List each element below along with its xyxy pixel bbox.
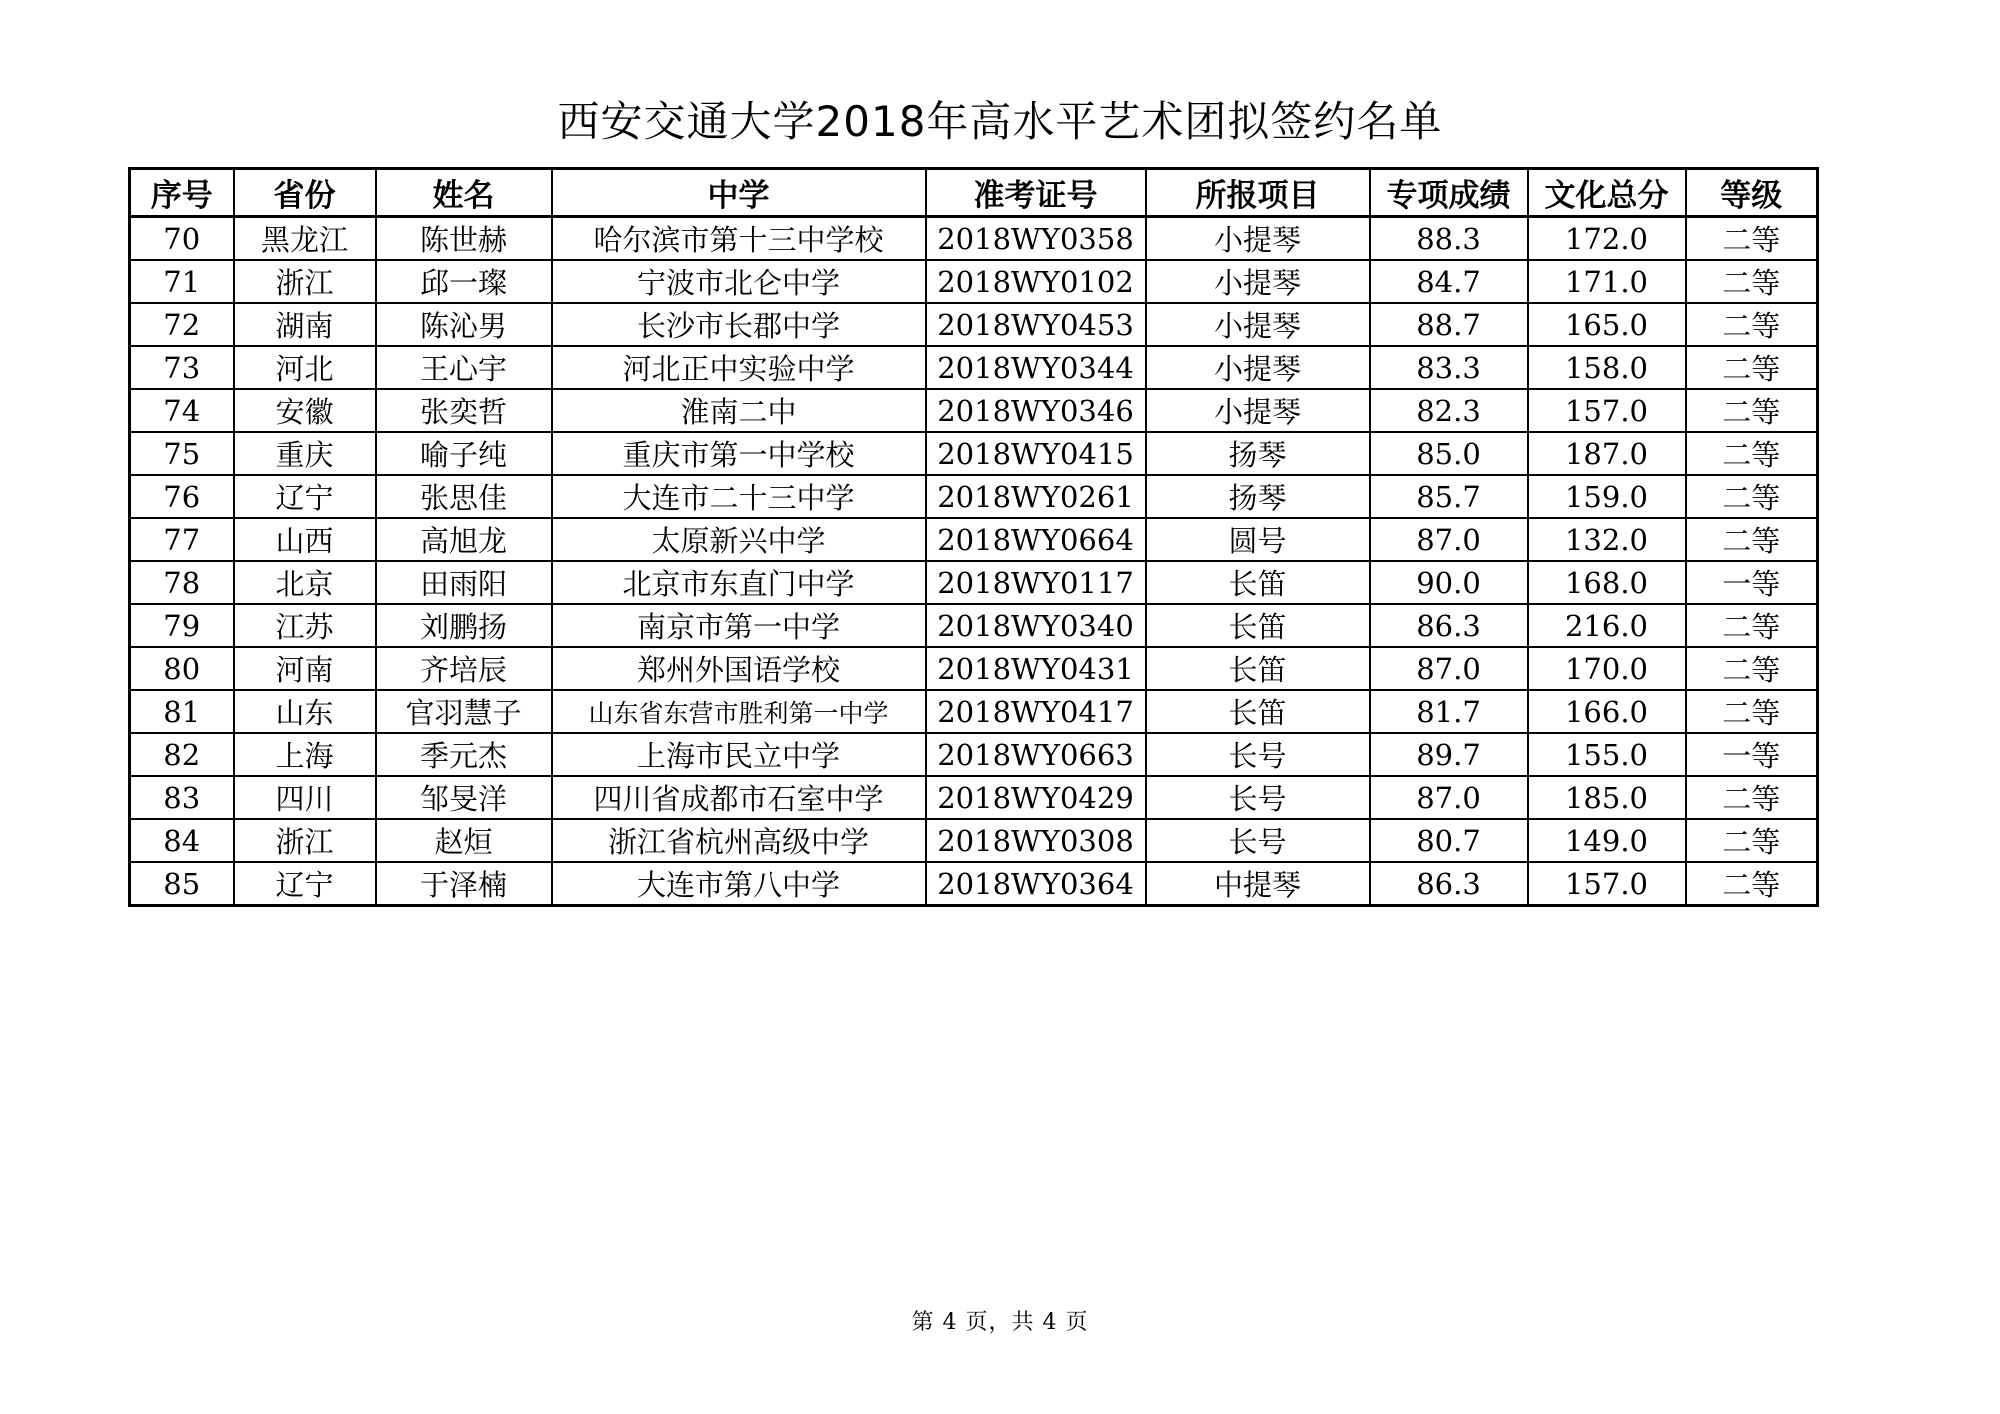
cell-school: 河北正中实验中学 [552,346,926,389]
table-row [130,432,1818,475]
cell-grade: 二等 [1686,690,1818,733]
cell-exam-id: 2018WY0344 [926,346,1146,389]
header-row [130,169,1818,217]
cell-exam-id: 2018WY0453 [926,303,1146,346]
cell-exam-id: 2018WY0346 [926,389,1146,432]
cell-name: 官羽慧子 [376,690,552,733]
cell-school: 南京市第一中学 [552,604,926,647]
cell-grade: 二等 [1686,647,1818,690]
cell-name: 邱一璨 [376,260,552,303]
cell-specialty-score: 87.0 [1370,647,1528,690]
cell-program: 长号 [1146,776,1370,819]
cell-specialty-score: 89.7 [1370,733,1528,776]
cell-exam-id: 2018WY0415 [926,432,1146,475]
cell-province: 河北 [234,346,376,389]
cell-name: 田雨阳 [376,561,552,604]
cell-specialty-score: 82.3 [1370,389,1528,432]
cell-province: 江苏 [234,604,376,647]
cell-school: 太原新兴中学 [552,518,926,561]
cell-program: 长笛 [1146,647,1370,690]
cell-province: 北京 [234,561,376,604]
cell-exam-id: 2018WY0261 [926,475,1146,518]
cell-grade: 二等 [1686,518,1818,561]
header-seq: 序号 [130,169,234,217]
cell-specialty-score: 80.7 [1370,819,1528,862]
cell-seq: 84 [130,819,234,862]
table-row [130,819,1818,862]
cell-seq: 75 [130,432,234,475]
cell-specialty-score: 81.7 [1370,690,1528,733]
cell-specialty-score: 85.7 [1370,475,1528,518]
cell-program: 中提琴 [1146,862,1370,906]
table-row [130,475,1818,518]
cell-exam-id: 2018WY0340 [926,604,1146,647]
cell-seq: 83 [130,776,234,819]
cell-specialty-score: 90.0 [1370,561,1528,604]
cell-province: 河南 [234,647,376,690]
cell-culture-total: 155.0 [1528,733,1686,776]
cell-province: 辽宁 [234,862,376,906]
cell-exam-id: 2018WY0364 [926,862,1146,906]
cell-culture-total: 165.0 [1528,303,1686,346]
cell-grade: 二等 [1686,604,1818,647]
cell-exam-id: 2018WY0102 [926,260,1146,303]
cell-program: 小提琴 [1146,217,1370,261]
cell-name: 邹旻洋 [376,776,552,819]
cell-school: 郑州外国语学校 [552,647,926,690]
table-row [130,733,1818,776]
cell-exam-id: 2018WY0429 [926,776,1146,819]
cell-grade: 二等 [1686,260,1818,303]
cell-program: 长号 [1146,819,1370,862]
cell-name: 王心宇 [376,346,552,389]
cell-name: 张思佳 [376,475,552,518]
cell-seq: 77 [130,518,234,561]
header-specialty-score: 专项成绩 [1370,169,1528,217]
cell-seq: 71 [130,260,234,303]
cell-grade: 二等 [1686,432,1818,475]
cell-program: 扬琴 [1146,432,1370,475]
cell-grade: 二等 [1686,475,1818,518]
cell-specialty-score: 84.7 [1370,260,1528,303]
table-row [130,862,1818,906]
cell-school: 山东省东营市胜利第一中学 [552,690,926,733]
cell-specialty-score: 86.3 [1370,604,1528,647]
cell-specialty-score: 87.0 [1370,518,1528,561]
table-row [130,561,1818,604]
cell-specialty-score: 88.7 [1370,303,1528,346]
cell-program: 圆号 [1146,518,1370,561]
cell-grade: 二等 [1686,346,1818,389]
cell-grade: 二等 [1686,862,1818,906]
cell-province: 浙江 [234,819,376,862]
cell-name: 张奕哲 [376,389,552,432]
cell-name: 齐培辰 [376,647,552,690]
cell-school: 宁波市北仑中学 [552,260,926,303]
cell-name: 于泽楠 [376,862,552,906]
cell-school: 上海市民立中学 [552,733,926,776]
cell-culture-total: 216.0 [1528,604,1686,647]
cell-culture-total: 170.0 [1528,647,1686,690]
cell-school: 大连市二十三中学 [552,475,926,518]
table-row [130,389,1818,432]
cell-culture-total: 185.0 [1528,776,1686,819]
header-school: 中学 [552,169,926,217]
cell-culture-total: 158.0 [1528,346,1686,389]
table-row [130,776,1818,819]
cell-exam-id: 2018WY0417 [926,690,1146,733]
header-culture-total: 文化总分 [1528,169,1686,217]
cell-exam-id: 2018WY0664 [926,518,1146,561]
cell-specialty-score: 88.3 [1370,217,1528,261]
cell-program: 扬琴 [1146,475,1370,518]
cell-culture-total: 149.0 [1528,819,1686,862]
cell-specialty-score: 83.3 [1370,346,1528,389]
cell-school: 北京市东直门中学 [552,561,926,604]
cell-exam-id: 2018WY0308 [926,819,1146,862]
cell-name: 喻子纯 [376,432,552,475]
cell-program: 长笛 [1146,604,1370,647]
cell-program: 小提琴 [1146,346,1370,389]
table-row [130,303,1818,346]
cell-program: 小提琴 [1146,389,1370,432]
header-grade: 等级 [1686,169,1818,217]
header-exam-id: 准考证号 [926,169,1146,217]
cell-grade: 一等 [1686,561,1818,604]
cell-school: 淮南二中 [552,389,926,432]
cell-school: 长沙市长郡中学 [552,303,926,346]
table-row [130,346,1818,389]
cell-name: 赵烜 [376,819,552,862]
cell-grade: 一等 [1686,733,1818,776]
table-row [130,217,1818,261]
cell-school: 哈尔滨市第十三中学校 [552,217,926,261]
cell-culture-total: 172.0 [1528,217,1686,261]
cell-specialty-score: 85.0 [1370,432,1528,475]
cell-program: 长笛 [1146,561,1370,604]
cell-grade: 二等 [1686,776,1818,819]
cell-culture-total: 187.0 [1528,432,1686,475]
cell-culture-total: 166.0 [1528,690,1686,733]
cell-province: 山东 [234,690,376,733]
cell-culture-total: 168.0 [1528,561,1686,604]
cell-seq: 82 [130,733,234,776]
cell-culture-total: 159.0 [1528,475,1686,518]
cell-grade: 二等 [1686,819,1818,862]
cell-specialty-score: 86.3 [1370,862,1528,906]
cell-culture-total: 157.0 [1528,389,1686,432]
table-row [130,518,1818,561]
cell-seq: 78 [130,561,234,604]
cell-specialty-score: 87.0 [1370,776,1528,819]
cell-province: 辽宁 [234,475,376,518]
cell-seq: 76 [130,475,234,518]
cell-province: 黑龙江 [234,217,376,261]
cell-seq: 73 [130,346,234,389]
cell-name: 陈沁男 [376,303,552,346]
cell-seq: 70 [130,217,234,261]
cell-seq: 85 [130,862,234,906]
cell-seq: 72 [130,303,234,346]
cell-culture-total: 157.0 [1528,862,1686,906]
cell-province: 上海 [234,733,376,776]
cell-school: 重庆市第一中学校 [552,432,926,475]
cell-culture-total: 132.0 [1528,518,1686,561]
table-row [130,647,1818,690]
cell-name: 陈世赫 [376,217,552,261]
cell-program: 小提琴 [1146,260,1370,303]
cell-province: 浙江 [234,260,376,303]
roster-table [128,167,1819,907]
cell-grade: 二等 [1686,303,1818,346]
cell-exam-id: 2018WY0117 [926,561,1146,604]
cell-program: 小提琴 [1146,303,1370,346]
cell-name: 季元杰 [376,733,552,776]
table-row [130,260,1818,303]
cell-school: 大连市第八中学 [552,862,926,906]
cell-exam-id: 2018WY0663 [926,733,1146,776]
cell-seq: 74 [130,389,234,432]
cell-exam-id: 2018WY0358 [926,217,1146,261]
header-province: 省份 [234,169,376,217]
table-row [130,604,1818,647]
cell-seq: 79 [130,604,234,647]
cell-culture-total: 171.0 [1528,260,1686,303]
roster-body [130,217,1818,906]
cell-seq: 80 [130,647,234,690]
header-program: 所报项目 [1146,169,1370,217]
cell-school: 浙江省杭州高级中学 [552,819,926,862]
cell-province: 山西 [234,518,376,561]
cell-exam-id: 2018WY0431 [926,647,1146,690]
cell-province: 四川 [234,776,376,819]
cell-grade: 二等 [1686,217,1818,261]
header-name: 姓名 [376,169,552,217]
cell-name: 高旭龙 [376,518,552,561]
table-row [130,690,1818,733]
page-footer: 第 4 页，共 4 页 [911,1310,1089,1335]
cell-program: 长号 [1146,733,1370,776]
cell-province: 安徽 [234,389,376,432]
page-title: 西安交通大学2018年高水平艺术团拟签约名单 [557,97,1443,146]
cell-province: 湖南 [234,303,376,346]
cell-school: 四川省成都市石室中学 [552,776,926,819]
cell-seq: 81 [130,690,234,733]
cell-program: 长笛 [1146,690,1370,733]
cell-province: 重庆 [234,432,376,475]
cell-grade: 二等 [1686,389,1818,432]
cell-name: 刘鹏扬 [376,604,552,647]
